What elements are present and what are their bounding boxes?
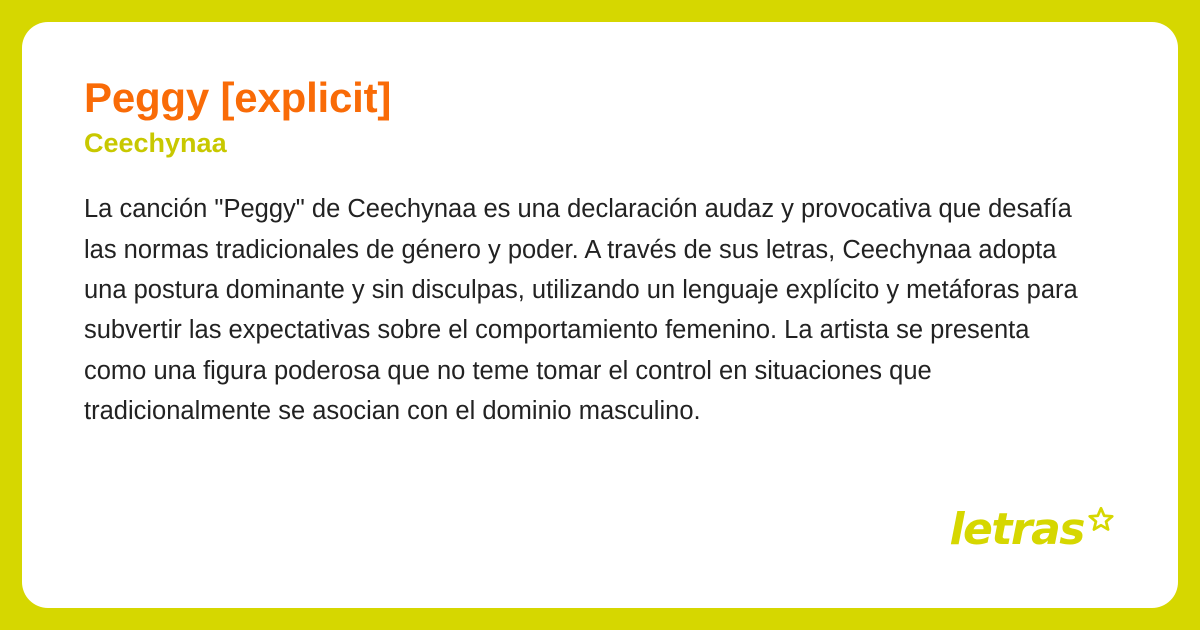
letras-logo: [949, 504, 1116, 555]
star-outline-icon: [1086, 505, 1116, 540]
page-title: Peggy [explicit]: [84, 74, 392, 121]
artist-name: Ceechynaa: [84, 128, 227, 159]
lyrics-summary-card: [22, 22, 1178, 608]
song-summary-text: La canción "Peggy" de Ceechynaa es una declaración audaz y provocativa que desafía las normas tradicionales de género y poder. A través de sus letras, Ceechynaa adopta una postura dominante y sin disculpas, utilizando un lenguaje explícito y metáforas para subvertir las expectativas sobre el comportamiento femenino. La artista se presenta como una figura poderosa que no teme tomar el control en situaciones que tradicionalmente se asocian con el dominio masculino.: [84, 195, 1078, 425]
logo-wordmark: letras: [949, 504, 1084, 555]
